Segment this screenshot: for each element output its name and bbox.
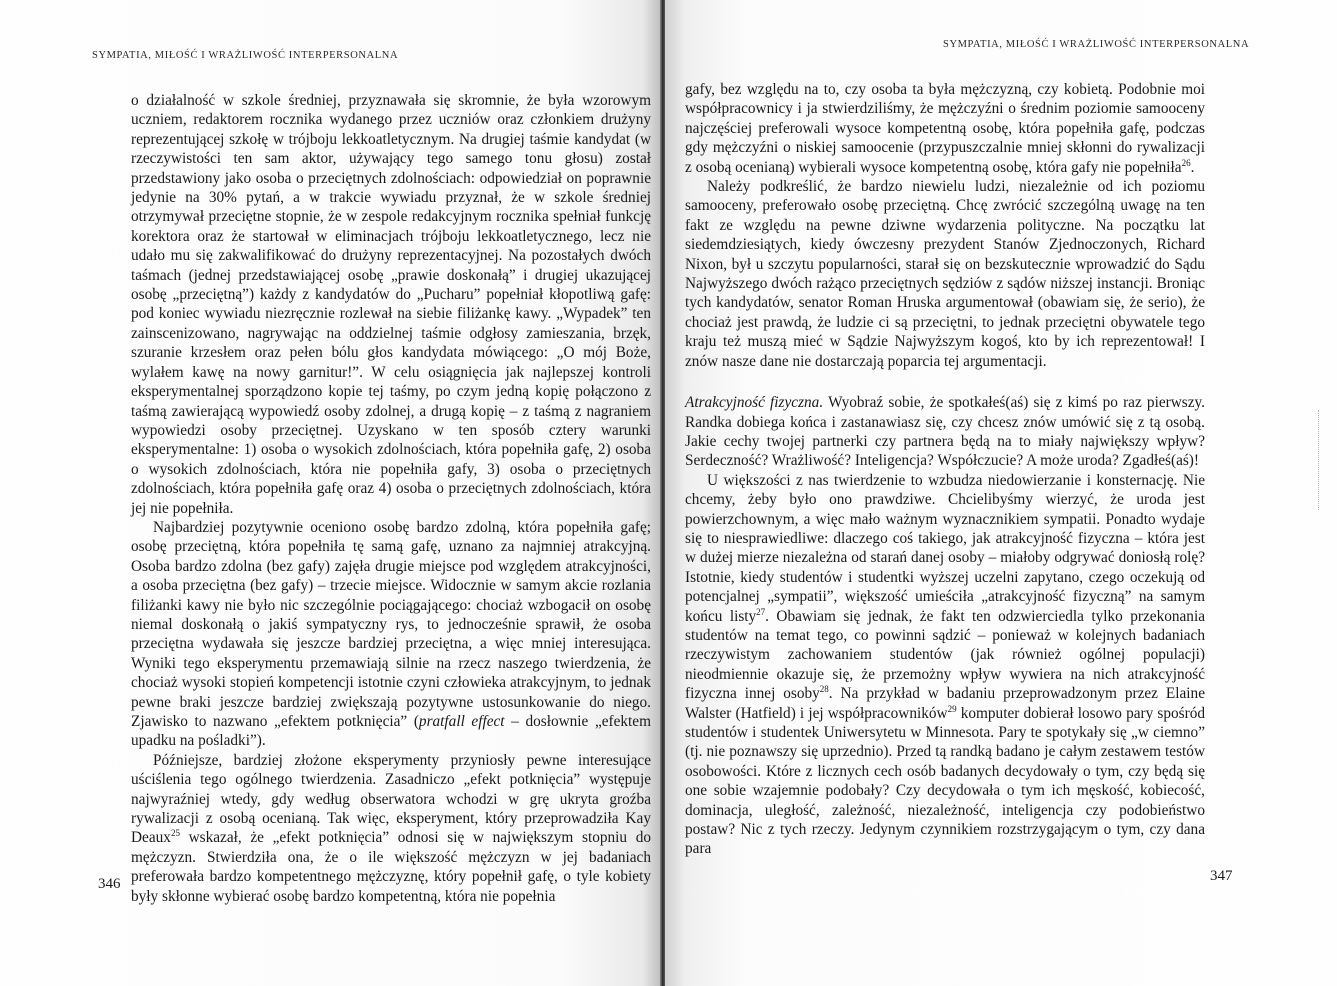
- paragraph-text: U większości z nas twierdzenie to wzbudza niedowierzanie i konsternację. Nie chcemy, żeby było ono prawdziwe. Chcielibyśmy wierzyć, że uroda jest powierzchownym, a więc mało ważnym wyznacznikiem sympatii. Ponadto wydaje się to niesprawiedliwe: dlaczego coś takiego, jak atrakcyjność fizyczna – która jest w dużej mierze niezależna od starań danej osoby – miałoby odgrywać doniosłą rolę? Istotnie, kiedy studentów i studentki wyższej uczelni zapytano, czego oczekują od potencjalnej „sympatii”, większość umieściła „atrakcyjność fizyczną” na samym końcu listy: [685, 471, 1205, 625]
- running-head-left: SYMPATIA, MIŁOŚĆ I WRAŻLIWOŚĆ INTERPERSONALNA: [92, 50, 399, 61]
- paragraph-text: gafy, bez względu na to, czy osoba ta była mężczyzną, czy kobietą. Podobnie moi współpracownicy i ja stwierdziliśmy, że mężczyźni o średnim poziomie samooceny najczęściej preferowali wysoce kompetentną osobę, która popełniła gafę, podczas gdy mężczyźni o niskiej samoocenie (przypuszczalnie mniej skłonni do rywalizacji z osobą ocenianą) wybierali wysoce kompetentną osobę, która gafy nie popełniła: [685, 81, 1205, 176]
- left-page-body: [131, 91, 651, 906]
- paragraph-text: . Obawiam się jednak, że fakt ten odzwierciedla tylko przekonania studentów na temat tego, co powinni sądzić – ponieważ w kolejnych badaniach rzeczywistym zachowaniem studentów (jak również ogólnej populacji) nieodmiennie okazuje się, że przemożny wpływ wywiera na nich atrakcyjność fizyczna innej osoby: [685, 607, 1205, 703]
- footnote-marker: 26: [1181, 157, 1191, 168]
- right-page: [665, 0, 1337, 986]
- paragraph: [685, 80, 1205, 177]
- running-head-right: SYMPATIA, MIŁOŚĆ I WRAŻLIWOŚĆ INTERPERSONALNA: [943, 39, 1250, 50]
- footnote-marker: 28: [819, 684, 829, 695]
- paragraph-text: komputer dobierał losowo pary spośród studentów i studentek Uniwersytetu w Minnesota. Pary te spotykały się „w ciemno” (tj. nie poznawszy się uprzednio). Przed tą randką badano je całym zestawem testów osobowości. Które z licznych cech osób badanych decydowały o tym, czy będą się one sobie wzajemnie podobały? Czy decydowała o tym ich męskość, kobiecość, dominacja, uległość, zależność, niezależność, inteligencja czy podobieństwo postaw? Nic z tych rzeczy. Jedynym czynnikiem rozstrzygającym o tym, czy dana para: [685, 704, 1205, 858]
- paragraph-text: Wyobraź sobie, że spotkałeś(aś) się z kimś po raz pierwszy. Randka dobiega końca i zastanawiasz się, czy chcesz znów umówić się z tą osobą. Jakie cechy twojej partnerki czy partnera będą na to miały największy wpływ? Serdeczność? Wrażliwość? Inteligencja? Współczucie? A może uroda? Zgadłeś(aś)!: [685, 394, 1205, 470]
- paragraph: [685, 471, 1205, 859]
- section-heading: Atrakcyjność fizyczna.: [685, 394, 824, 412]
- paragraph: o działalność w szkole średniej, przyznawała się skromnie, że była wzorowym uczniem, redaktorem rocznika wydanego przez uczniów oraz członkiem drużyny reprezentującej szkołę w trójboju lekkoatletycznym. Na drugiej taśmie kandydat (w rzeczywistości ten sam aktor, używający tego samego tonu głosu) został przedstawiony jako osoba o przeciętnych zdolnościach: odpowiedział on poprawnie jedynie na 30% pytań, a w trakcie wywiadu przyznał, że w szkole średniej otrzymywał przeciętne stopnie, że w zespole redakcyjnym rocznika spełniał funkcję korektora oraz że startował w eliminacjach trójboju lekkoatletycznego, lecz nie udało mu się zakwalifikować do drużyny reprezentacyjnej. Na pozostałych dwóch taśmach (jednej przedstawiającej osobę „prawie doskonałą” i drugiej ukazującej osobę „przeciętną”) każdy z kandydatów do „Pucharu” popełniał kłopotliwą gafę: pod koniec wywiadu niezręcznie rozlewał na siebie filiżankę kawy. „Wypadek” ten zainscenizowano, nagrywając na oddzielnej taśmie odgłosy zamieszania, brzęk, szuranie krzesłem oraz pełen bólu głos kandydata mówiącego: „O mój Boże, wylałem kawę na nowy garnitur!”. W celu osiągnięcia jak najlepszej kontroli eksperymentalnej sporządzono kopie tej taśmy, po czym jedną kopię połączono z taśmą zawierającą wypowiedź osoby zdolnej, a drugą kopię – z taśmą z nagraniem wypowiedzi osoby przeciętnej. Uzyskano w ten sposób cztery warunki eksperymentalne: 1) osoba o wysokich zdolnościach, która popełniła gafę, 2) osoba o wysokich zdolnościach, która nie popełniła gafy, 3) osoba o przeciętnych zdolnościach, która popełniła gafę oraz 4) osoba o przeciętnych zdolnościach, która jej nie popełniła.: [131, 92, 651, 517]
- paragraph: [131, 518, 651, 751]
- page-number-left: 346: [98, 876, 121, 892]
- right-page-body: [685, 80, 1205, 859]
- paragraph: Należy podkreślić, że bardzo niewielu ludzi, niezależnie od ich poziomu samooceny, preferowało osobę przeciętną. Chcę zwrócić szczególną uwagę na ten fakt ze względu na pewne dziwne wydarzenia polityczne. Na początku lat siedemdziesiątych, kiedy ówczesny prezydent Stanów Zjednoczonych, Richard Nixon, był u szczytu popularności, starał się on bezskutecznie wprowadzić do Sądu Najwyższego dwóch rażąco przeciętnych sędziów z sądów niższej instancji. Broniąc tych kandydatów, senator Roman Hruska argumentował (obawiam się, że serio), że chociaż jest prawdą, że ludzie ci są przeciętni, to jednak przeciętni obywatele tego kraju też muszą mieć w Sądzie Najwyższym kogoś, kto by ich reprezentował! I znów nasze dane nie dostarczają poparcia tej argumentacji.: [685, 178, 1205, 370]
- paragraph: [131, 751, 651, 906]
- paragraph-text: Późniejsze, bardziej złożone eksperymenty przyniosły pewne interesujące uściślenia tego ogólnego twierdzenia. Zasadniczo „efekt potknięcia” występuje najwyraźniej wtedy, gdy według obserwatora wchodzi w grę ukryta groźba rywalizacji z osobą ocenianą. Tak więc, eksperyment, który przeprowadziła Kay Deaux: [131, 751, 651, 847]
- page-edge-artifact: [1318, 410, 1322, 510]
- paragraph-text: . Na przykład w badaniu przeprowadzonym przez Elaine Walster (Hatfield) i jej współpracowników: [685, 685, 1205, 722]
- footnote-marker: 25: [170, 828, 180, 839]
- paragraph-text: .: [1190, 158, 1195, 176]
- paragraph-text: Najbardziej pozytywnie oceniono osobę bardzo zdolną, która popełniła gafę; osobę przeciętną, która popełniła tę samą gafę, uznano za najmniej atrakcyjną. Osoba bardzo zdolna (bez gafy) zajęła drugie miejsce pod względem atrakcyjności, a osoba przeciętna (bez gafy) – trzecie miejsce. Widocznie w samym akcie rozlania filiżanki kawy nie było nic szczególnie pociągającego: chociaż wzbogacił on osobę niemal doskonałą o jakiś sympatyczny rys, to jednocześnie sprawił, że osoba przeciętna wydawała się jeszcze bardziej przeciętna, a więc mniej interesująca. Wyniki tego eksperymentu przemawiają silnie na rzecz naszego twierdzenia, że chociaż wysoki stopień kompetencji istotnie czyni człowieka atrakcyjnym, to jednak pewne braki jeszcze bardziej zwiększają pozytywne ustosunkowanie do niego. Zjawisko to nazwano „efektem potknięcia” (: [131, 518, 651, 730]
- left-page: [0, 0, 662, 986]
- paragraph-text: wskazał, że „efekt potknięcia” odnosi się w największym stopniu do mężczyzn. Stwierdziła ona, że o ile większość mężczyzn w jej badaniach preferowała bardzo kompetentnego mężczyznę, który popełnił gafę, o tyle kobiety były skłonne wybierać osobę bardzo kompetentną, która nie popełnia: [131, 829, 651, 905]
- footnote-marker: 29: [947, 703, 957, 714]
- paragraph: [685, 393, 1205, 471]
- term-pratfall-effect: pratfall effect: [418, 713, 505, 730]
- footnote-marker: 27: [756, 606, 766, 617]
- paragraph-text: – dosłownie „efektem upadku na pośladki”).: [131, 713, 651, 750]
- page-number-right: 347: [1210, 868, 1233, 884]
